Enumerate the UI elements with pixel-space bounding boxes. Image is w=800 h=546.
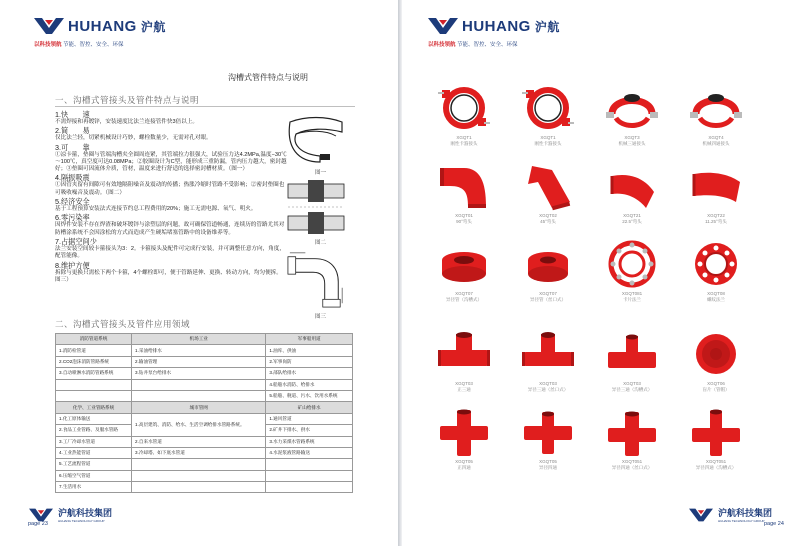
table-row: 1.化工原体输送 1.高层建筑、消防、给水、生活空调给排水管路系统。 1.通风管道 (56, 413, 353, 424)
product-name: 机械四通接头 (702, 140, 730, 146)
product-code: XGQT03 (455, 381, 473, 386)
feature-item: 2.简 易 仅比法兰轻，切紧机械设计巧妙，螺栓数量少，无需对孔对眼。 (55, 126, 212, 142)
feature-item: 6.零污染率 因焊件安装不存在焊渣和破坏镀锌与涂塑层的问题，故可确保管道畅通，连续历的管路尤其对防槽涂系统不会因涂松的方式而造成产生硬垢堵塞管路中的设备维养等。 (55, 213, 285, 236)
table-header-row (56, 402, 353, 413)
footer-logo (688, 506, 772, 523)
table-row: 4.工业热能管道 3.冷却塔、如下底水管道 4.水泥浆液管路输送 (56, 447, 353, 458)
product-code: XGQT3 (624, 135, 640, 140)
figure-two-coupling-section (286, 178, 346, 236)
page-title: 沟槽式管件特点与说明 (228, 73, 308, 82)
figure-three-pipe-elbow (286, 248, 346, 310)
brand-logo (428, 16, 560, 36)
brand-name-cn: 沪航 (534, 19, 560, 34)
product-name: 45°弯头 (540, 218, 556, 224)
slogan-rest: 节能、智控、安全、环保 (457, 42, 518, 48)
product-code: XGQT1 (456, 135, 472, 140)
feature-list (55, 110, 287, 284)
product-name: 22.5°弯头 (622, 218, 642, 224)
company-name: 沪航科技集团 (718, 508, 773, 518)
product-name: 异径管（丝口式） (530, 296, 566, 302)
product-name: 11.25°弯头 (705, 218, 727, 224)
product-name: 刚性卡箍接头 (450, 140, 478, 146)
figure-caption-1: 图一 (315, 170, 327, 176)
feature-item: 8.维护方便 拆除与更换只需松下两个卡箍，4个螺栓即可，便于管路延伸、更换、转动方向，均匀便拆。图三） (55, 260, 282, 283)
table-row: 4.船舶水消防、给排水 (56, 379, 353, 390)
slogan (34, 40, 124, 48)
product-name: 盲片（管帽） (702, 386, 730, 392)
divider (55, 106, 355, 107)
table-row: 3.自动喷淋水消防管路系统 3.钻井泵台给排水 3.部队给排水 (56, 368, 353, 379)
product-code: XGQT08 (707, 291, 725, 296)
table-row: 5.工艺流程管道 (56, 459, 353, 470)
feature-item: 3.可 靠 ①凉卡箍，垫圈与管端沟槽夹全圆周连紧，其管端拉力很强大，试验压力达4.2MPa,温度−30℃～100℃，真空度可达0.08MPa；②胶圈设计为C型，能形成三重防漏，管内压力越大，密封越好；③垫圈可因流体介质，管材，温度来进行舒适的选择密封槽材质。（图一） (55, 142, 287, 173)
product-code: XGQT03 (623, 381, 641, 386)
right-page (402, 0, 800, 546)
product-code: XGQT051 (705, 459, 727, 464)
slogan-brand: 以科技领航 (34, 42, 62, 48)
product-name: 卡片法兰 (623, 296, 641, 302)
product-name: 刚性卡箍接头 (534, 140, 562, 146)
product-code: XGQT07 (455, 291, 473, 296)
huhang-logo-icon (34, 16, 64, 36)
brand-name-cn: 沪航 (140, 19, 166, 34)
feature-item: 7.占据空间少 法兰安装空间较卡箍接头为3：2。卡箍接头及配件可完成行安装，并可调整任意方向，角度，配管能像。 (55, 236, 285, 260)
product-code: XGQT22 (707, 213, 725, 218)
feature-item: 4.隔振吸震 ①因管夹留有间隙可有效地隔阻噪音及震动的传播；热胀冷缩时管路不受影响；②密封垫圈也可吸收噪音及震动。（图二） (55, 173, 285, 196)
product-code: XGQT4 (708, 135, 724, 140)
feature-item: 1.快 速 不需焊接和再镀锌，安装速度比法兰连接管件快3倍以上。 (55, 110, 198, 125)
table-row: 2.食品工业管路、及服水管路 2.矿井下排水、供水 (56, 425, 353, 436)
figure-caption-3: 图三 (315, 314, 327, 320)
company-name-en: HUHANG TECHNOLOGY GROUP (718, 519, 765, 523)
product-name: 机械三通接头 (618, 140, 646, 146)
page-number: page 24 (764, 521, 784, 527)
product-name: 异径四通（沟槽式） (695, 464, 737, 470)
table-row: 5.船舶、舰道、污水、饮用水系统 (56, 390, 353, 401)
section1-heading: 一、沟槽式管接头及管件特点与说明 (55, 95, 200, 105)
left-page (0, 0, 398, 546)
table-header: 化学、工业管路系统 (56, 402, 132, 413)
product-name: 异径管（沟槽式） (446, 296, 482, 302)
huhang-logo-icon (428, 16, 458, 36)
product-code: XGQT05 (539, 459, 557, 464)
table-row: 3.工厂冷却水管道 2.自来水管道 3.水力采煤水管路系统 (56, 436, 353, 447)
product-name: 异径四通（丝口式） (611, 464, 653, 470)
table-row: 2.CO2泡沫消防管路系统 2.输油管理 2.军事岗防 (56, 356, 353, 367)
table-header: 机场工业 (132, 334, 266, 345)
product-code: XGQT03 (539, 381, 557, 386)
product-code: XGQT1 (540, 135, 556, 140)
product-code: XGQT06 (707, 381, 725, 386)
slogan-brand: 以科技领航 (428, 42, 456, 48)
product-name: 90°弯头 (456, 218, 472, 224)
product-name: 异径三通（沟槽式） (611, 386, 653, 392)
product-name: 正四通 (457, 464, 471, 470)
slogan-rest: 节能、智控、安全、环保 (63, 42, 124, 48)
product-code: XGQT21 (623, 213, 641, 218)
table-row: 1.消防栓管道 1.采油给排水 1.油库、供油 (56, 345, 353, 356)
page-number: page 23 (28, 521, 48, 527)
brand-name: HUHANG (462, 17, 531, 35)
brand-name: HUHANG (68, 17, 137, 35)
product-code: XGQT01 (455, 213, 473, 218)
figure-one-gasket-diagram (286, 114, 346, 164)
product-code: XGQT02 (539, 213, 557, 218)
product-name: 异径四通 (539, 464, 557, 470)
feature-item: 5.经济安全 基于工程预算安装法式连接节约总工程费用的20%；施工无需电源、氧气、明火。 (55, 197, 257, 213)
company-name: 沪航科技集团 (58, 508, 113, 518)
table-header: 城市管网 (132, 402, 266, 413)
table-row: 6.压缩空气管道 (56, 470, 353, 481)
application-table (55, 333, 353, 493)
product-code: XGQT051 (621, 459, 643, 464)
brand-logo (34, 16, 166, 36)
figure-caption-2: 图二 (315, 240, 327, 246)
company-name-en: HUHANG TECHNOLOGY GROUP (58, 519, 105, 523)
table-header-row (56, 334, 353, 345)
table-header: 矿山给排水 (266, 402, 353, 413)
product-name: 正三通 (457, 386, 471, 392)
slogan (428, 40, 518, 48)
section2-heading: 二、沟槽式管接头及管件应用领域 (55, 319, 191, 329)
product-code: XGQT05 (455, 459, 473, 464)
product-code: XGQT07 (539, 291, 557, 296)
product-name: 螺纹法兰 (707, 296, 725, 302)
product-name: 异径三通（丝口式） (527, 386, 569, 392)
huhang-logo-icon (688, 507, 714, 523)
table-row: 7.生活用水 (56, 482, 353, 493)
table-header: 军事船用道 (266, 334, 353, 345)
table-header: 消防管道系统 (56, 334, 132, 345)
product-code: XGQT081 (621, 291, 643, 296)
